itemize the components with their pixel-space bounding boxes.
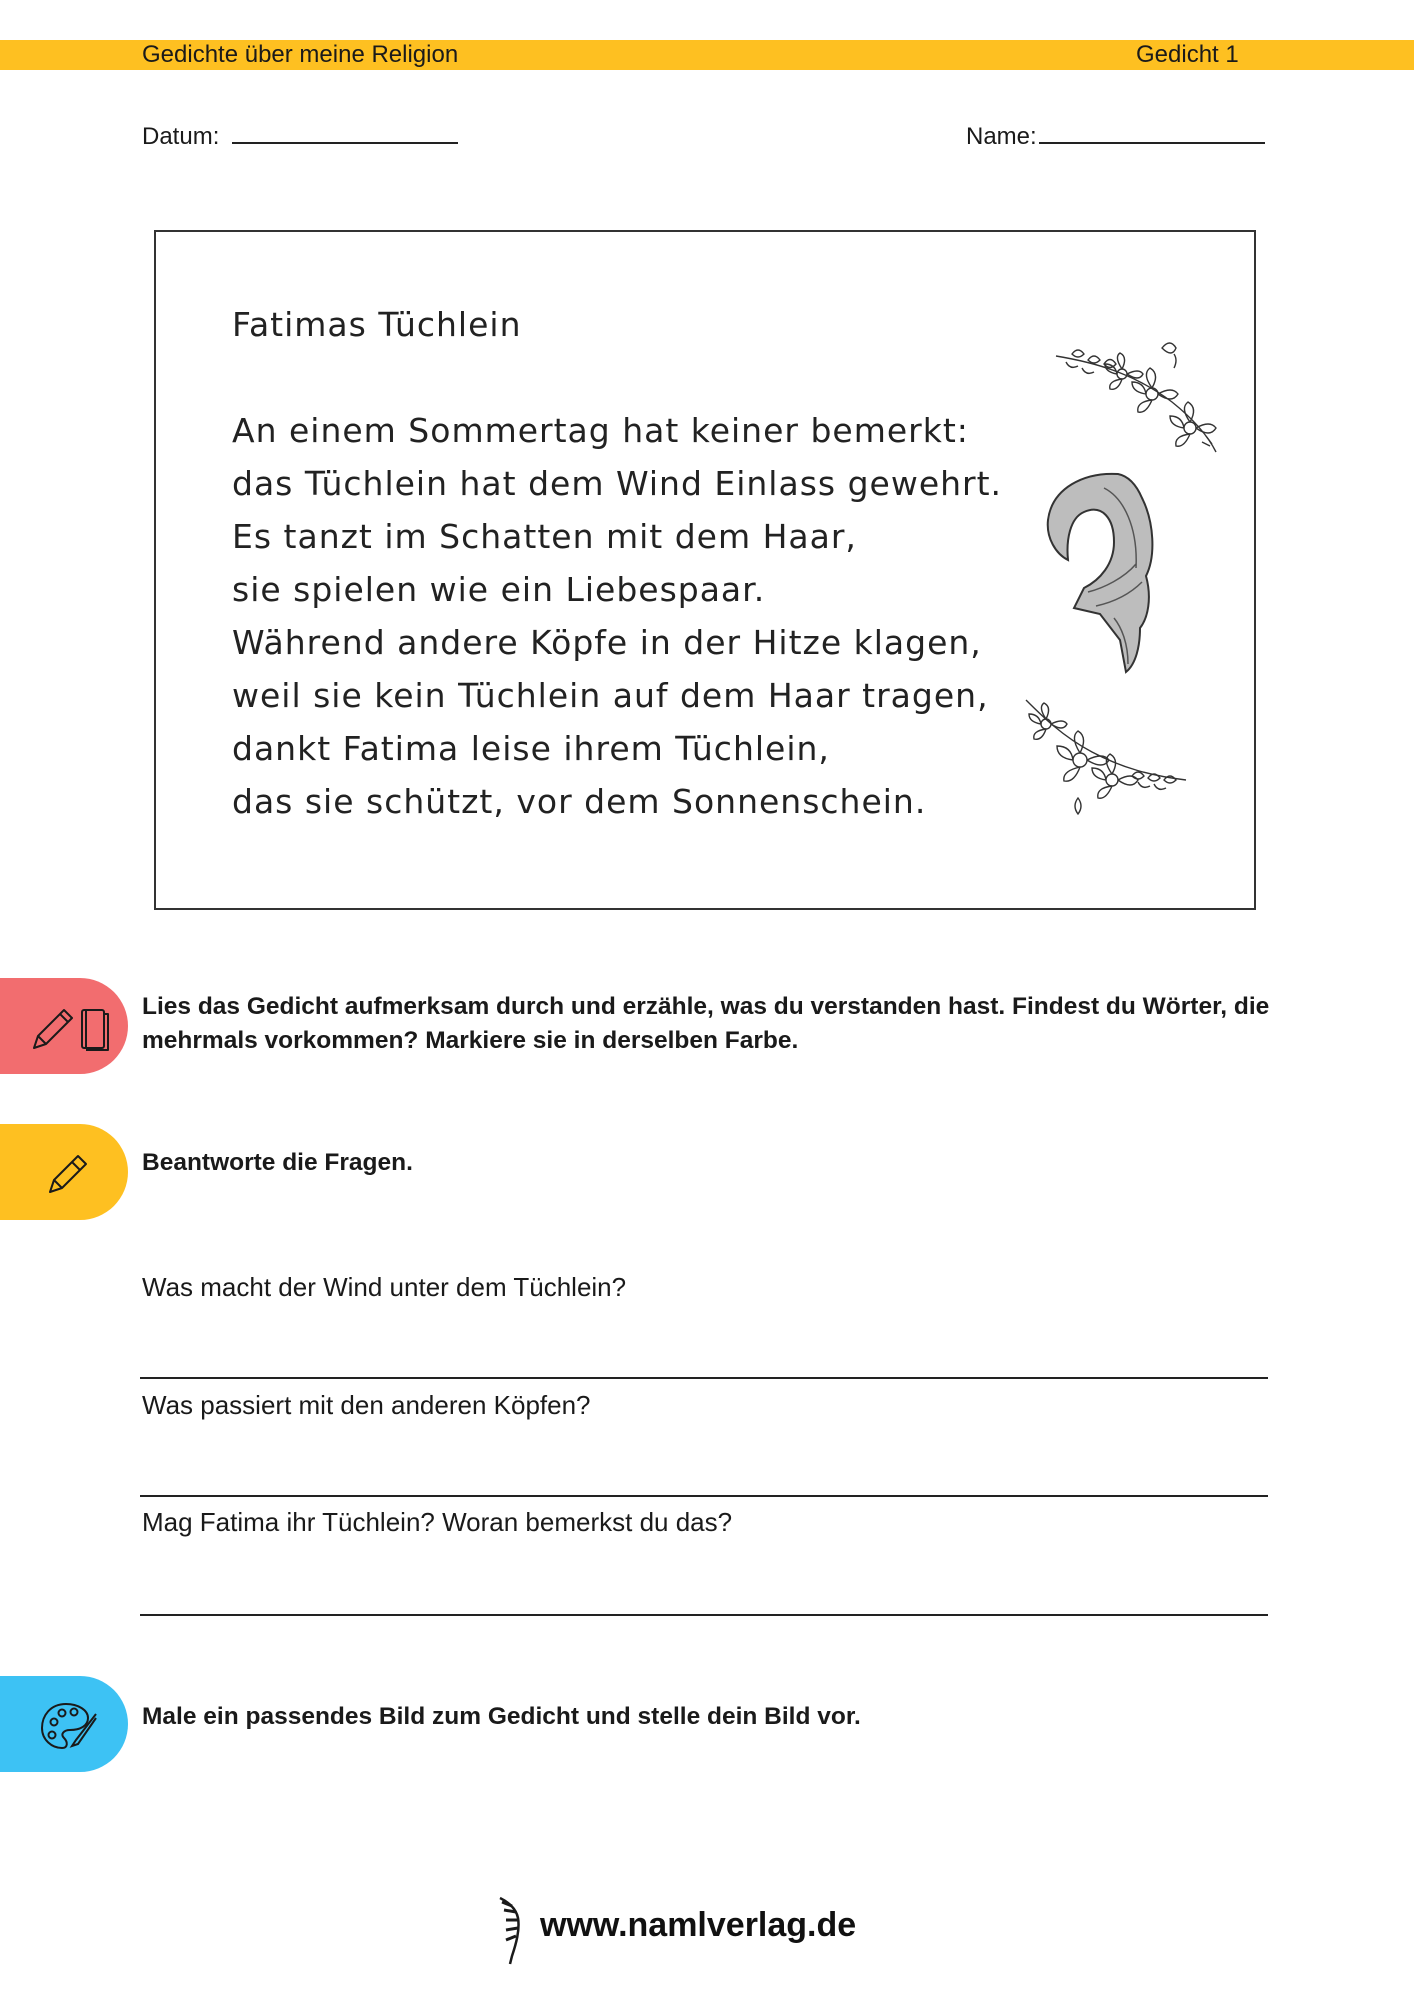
question-3: Mag Fatima ihr Tüchlein? Woran bemerkst du das? (142, 1507, 733, 1537)
question-1: Was macht der Wind unter dem Tüchlein? (142, 1272, 627, 1302)
date-label: Datum: (142, 123, 220, 150)
palette-icon (40, 1700, 98, 1752)
floral-branch-bottom-icon (1022, 696, 1188, 820)
poem-line: das sie schützt, vor dem Sonnenschein. (232, 782, 927, 821)
poem-box (154, 230, 1256, 910)
name-label: Name: (966, 123, 1037, 150)
task-instruction-draw: Male ein passendes Bild zum Gedicht und stelle dein Bild vor. (142, 1703, 861, 1730)
question-2: Was passiert mit den anderen Köpfen? (142, 1390, 591, 1420)
poem-title: Fatimas Tüchlein (232, 305, 522, 344)
answer-line-1[interactable] (140, 1377, 1268, 1379)
poem (232, 298, 1002, 828)
floral-branch-top-icon (1052, 332, 1218, 456)
worksheet-series-title: Gedichte über meine Religion (142, 41, 459, 68)
name-field[interactable] (966, 120, 1265, 152)
task-badge-read (0, 978, 128, 1074)
worksheet-number: Gedicht 1 (1136, 41, 1239, 68)
poem-line: dankt Fatima leise ihrem Tüchlein, (232, 729, 830, 768)
pencil-book-icon (30, 1004, 114, 1052)
name-blank-line[interactable] (1039, 120, 1265, 144)
feather-logo-icon (494, 1894, 530, 1966)
headscarf-icon (1044, 468, 1164, 674)
task-instruction-answer: Beantworte die Fragen. (142, 1149, 413, 1176)
poem-line: weil sie kein Tüchlein auf dem Haar tragen, (232, 676, 989, 715)
poem-line: Während andere Köpfe in der Hitze klagen, (232, 623, 982, 662)
task-badge-answer (0, 1124, 128, 1220)
answer-line-2[interactable] (140, 1495, 1268, 1497)
pencil-icon (44, 1150, 92, 1198)
poem-line: sie spielen wie ein Liebespaar. (232, 570, 766, 609)
header-bar (0, 40, 1414, 70)
poem-line: Es tanzt im Schatten mit dem Haar, (232, 517, 857, 556)
answer-line-3[interactable] (140, 1614, 1268, 1616)
date-blank-line[interactable] (232, 120, 458, 144)
poem-line: An einem Sommertag hat keiner bemerkt: (232, 411, 969, 450)
task-badge-draw (0, 1676, 128, 1772)
task-instruction-read: Lies das Gedicht aufmerksam durch und erzähle, was du verstanden hast. Findest du Wörter, die mehrmals vorkommen? Markiere sie in derselben Farbe. (142, 993, 1270, 1054)
poem-line: das Tüchlein hat dem Wind Einlass gewehrt. (232, 464, 1003, 503)
date-field[interactable] (142, 120, 458, 152)
publisher-url[interactable]: www.namlverlag.de (540, 1906, 857, 1944)
